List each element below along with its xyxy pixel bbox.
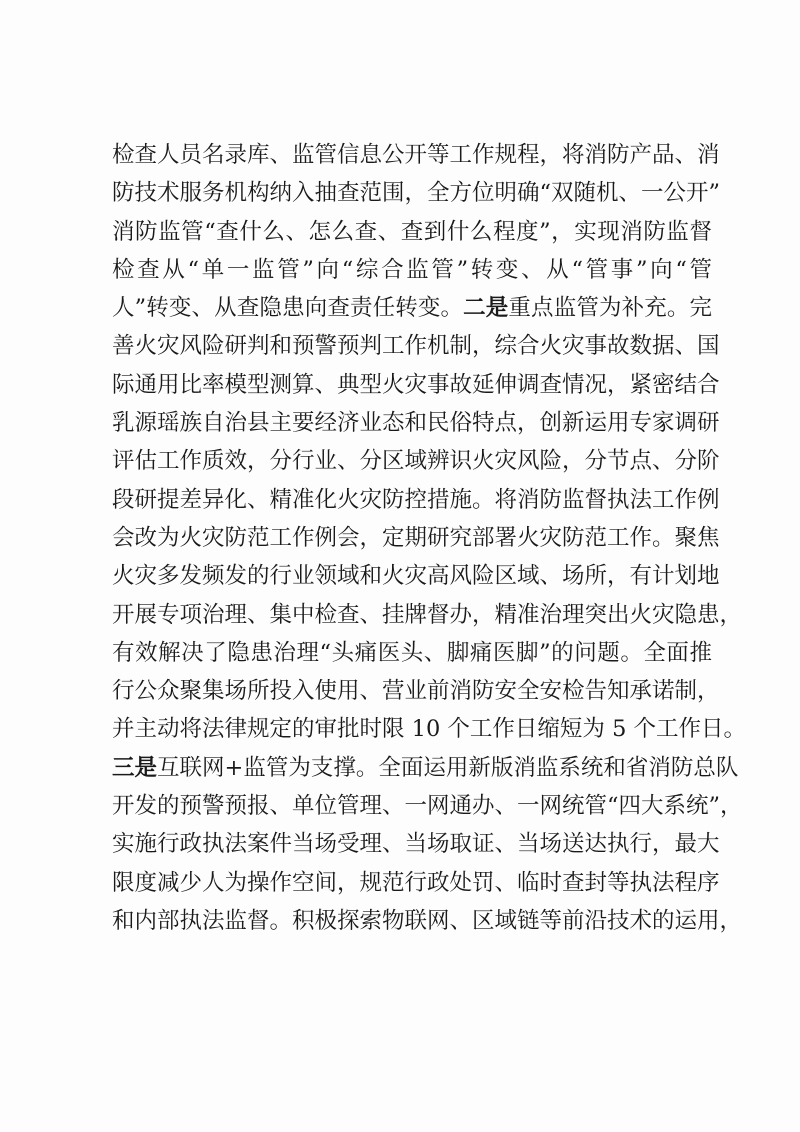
text-segment: 重点监管为补充。完 (508, 295, 712, 322)
text-segment: 段研提差异化、精准化火灾防控措施。将消防监督执法工作例 (112, 486, 720, 513)
text-line (112, 213, 712, 251)
text-line (112, 327, 720, 365)
text-line (112, 366, 720, 404)
text-segment: 人”转变、从查隐患向查责任转变。 (112, 295, 464, 322)
text-line (112, 481, 720, 519)
text-line (112, 634, 712, 672)
text-segment: 开展专项治理、集中检查、挂牌督办，精准治理突出火灾隐患， (112, 601, 743, 628)
text-line (112, 596, 743, 634)
text-line (112, 864, 720, 902)
text-segment: 防技术服务机构纳入抽查范围，全方位明确“双随机、一公开” (112, 180, 721, 207)
text-segment: 行公众聚集场所投入使用、营业前消防安全安检告知承诺制， (112, 678, 720, 705)
text-line (112, 557, 720, 595)
text-segment: 际通用比率模型测算、典型火灾事故延伸调查情况，紧密结合 (112, 371, 720, 398)
text-line (112, 251, 712, 289)
text-segment: 有效解决了隐患治理“头痛医头、脚痛医脚”的问题。全面推 (112, 639, 712, 666)
text-line (112, 672, 720, 710)
text-segment: 评估工作质效，分行业、分区域辨识火灾风险，分节点、分阶 (112, 448, 720, 475)
text-segment: 并主动将法律规定的审批时限 10 个工作日缩短为 5 个工作日。 (112, 716, 747, 743)
text-segment: 善火灾风险研判和预警预判工作机制，综合火灾事故数据、国 (112, 333, 720, 360)
emphasis-text: 三是 (112, 754, 158, 781)
text-segment: 会改为火灾防范工作例会，定期研究部署火灾防范工作。聚焦 (112, 524, 720, 551)
text-line (112, 442, 720, 480)
text-segment: 检查人员名录库、监管信息公开等工作规程，将消防产品、消 (112, 142, 720, 168)
text-line (112, 519, 720, 557)
text-line (112, 174, 721, 212)
text-segment: 消防监管“查什么、怎么查、查到什么程度”，实现消防监督 (112, 218, 712, 245)
text-segment: 实施行政执法案件当场受理、当场取证、当场送达执行，最大 (112, 831, 720, 858)
text-line (112, 749, 739, 787)
body-text (112, 136, 747, 940)
text-segment: 开发的预警预报、单位管理、一网通办、一网统管“四大系统”， (112, 793, 743, 820)
text-segment: 检查从“单一监管”向“综合监管”转变、从“管事”向“管 (112, 256, 712, 283)
emphasis-text: 二是 (463, 295, 509, 322)
text-segment: 互联网+监管为支撑。全面运用新版消监系统和省消防总队 (157, 754, 739, 781)
text-line (112, 289, 712, 327)
text-line (112, 710, 747, 748)
text-line (112, 136, 720, 174)
text-segment: 乳源瑶族自治县主要经济业态和民俗特点，创新运用专家调研 (112, 410, 720, 437)
text-line (112, 825, 720, 863)
text-line (112, 404, 720, 442)
text-line (112, 787, 743, 825)
text-segment: 限度减少人为操作空间，规范行政处罚、临时查封等执法程序 (112, 869, 720, 896)
text-segment: 火灾多发频发的行业领域和火灾高风险区域、场所，有计划地 (112, 563, 720, 590)
text-segment: 和内部执法监督。积极探索物联网、区域链等前沿技术的运用， (112, 907, 743, 934)
text-line (112, 902, 743, 940)
